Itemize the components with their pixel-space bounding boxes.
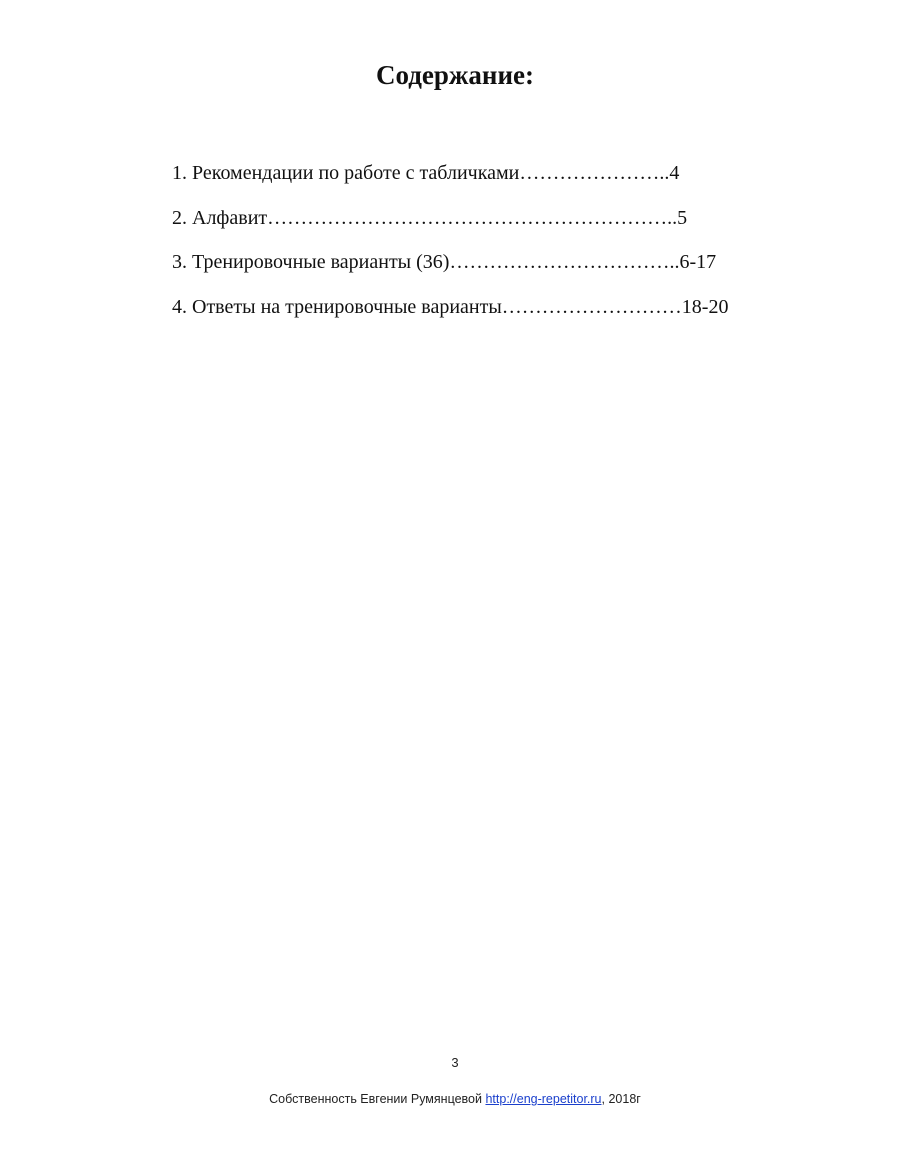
toc-entry-page: 18-20 [681, 295, 729, 318]
toc-entry-leader: ……………………… [501, 295, 682, 318]
page-title: Содержание: [375, 60, 535, 90]
footer-year-text: , 2018г [601, 1092, 641, 1106]
toc-entry [172, 245, 728, 290]
toc-entry-number: 1. [172, 162, 187, 184]
toc-entry [172, 156, 728, 201]
toc-entry-page: 4 [669, 162, 680, 184]
footer-owner-text: Собственность Евгении Румянцевой [269, 1092, 482, 1106]
footer-site-link[interactable]: http://eng-repetitor.ru [485, 1092, 602, 1106]
toc-entry [172, 290, 728, 335]
toc-entry-page: 5 [677, 206, 688, 229]
toc-entry-title: Тренировочные варианты (36) [192, 251, 450, 273]
toc-entry-title: Рекомендации по работе с табличками [192, 162, 520, 184]
toc-entry-leader: …………………………….. [449, 251, 680, 273]
toc-entry-number: 2. [172, 206, 187, 229]
toc-entry-leader: ………………….. [519, 162, 670, 184]
toc-entry-title: Ответы на тренировочные варианты [192, 295, 502, 318]
toc-entry-page: 6-17 [679, 251, 717, 273]
toc-entry-leader: …………………………………………………….. [267, 206, 678, 229]
toc-entry-number: 3. [172, 251, 187, 273]
toc-entry [172, 201, 728, 246]
page-number: 3 [451, 1055, 459, 1070]
toc-entry-number: 4. [172, 295, 187, 318]
toc-entry-title: Алфавит [192, 206, 268, 229]
page-footer [0, 1090, 910, 1108]
table-of-contents [172, 156, 728, 334]
